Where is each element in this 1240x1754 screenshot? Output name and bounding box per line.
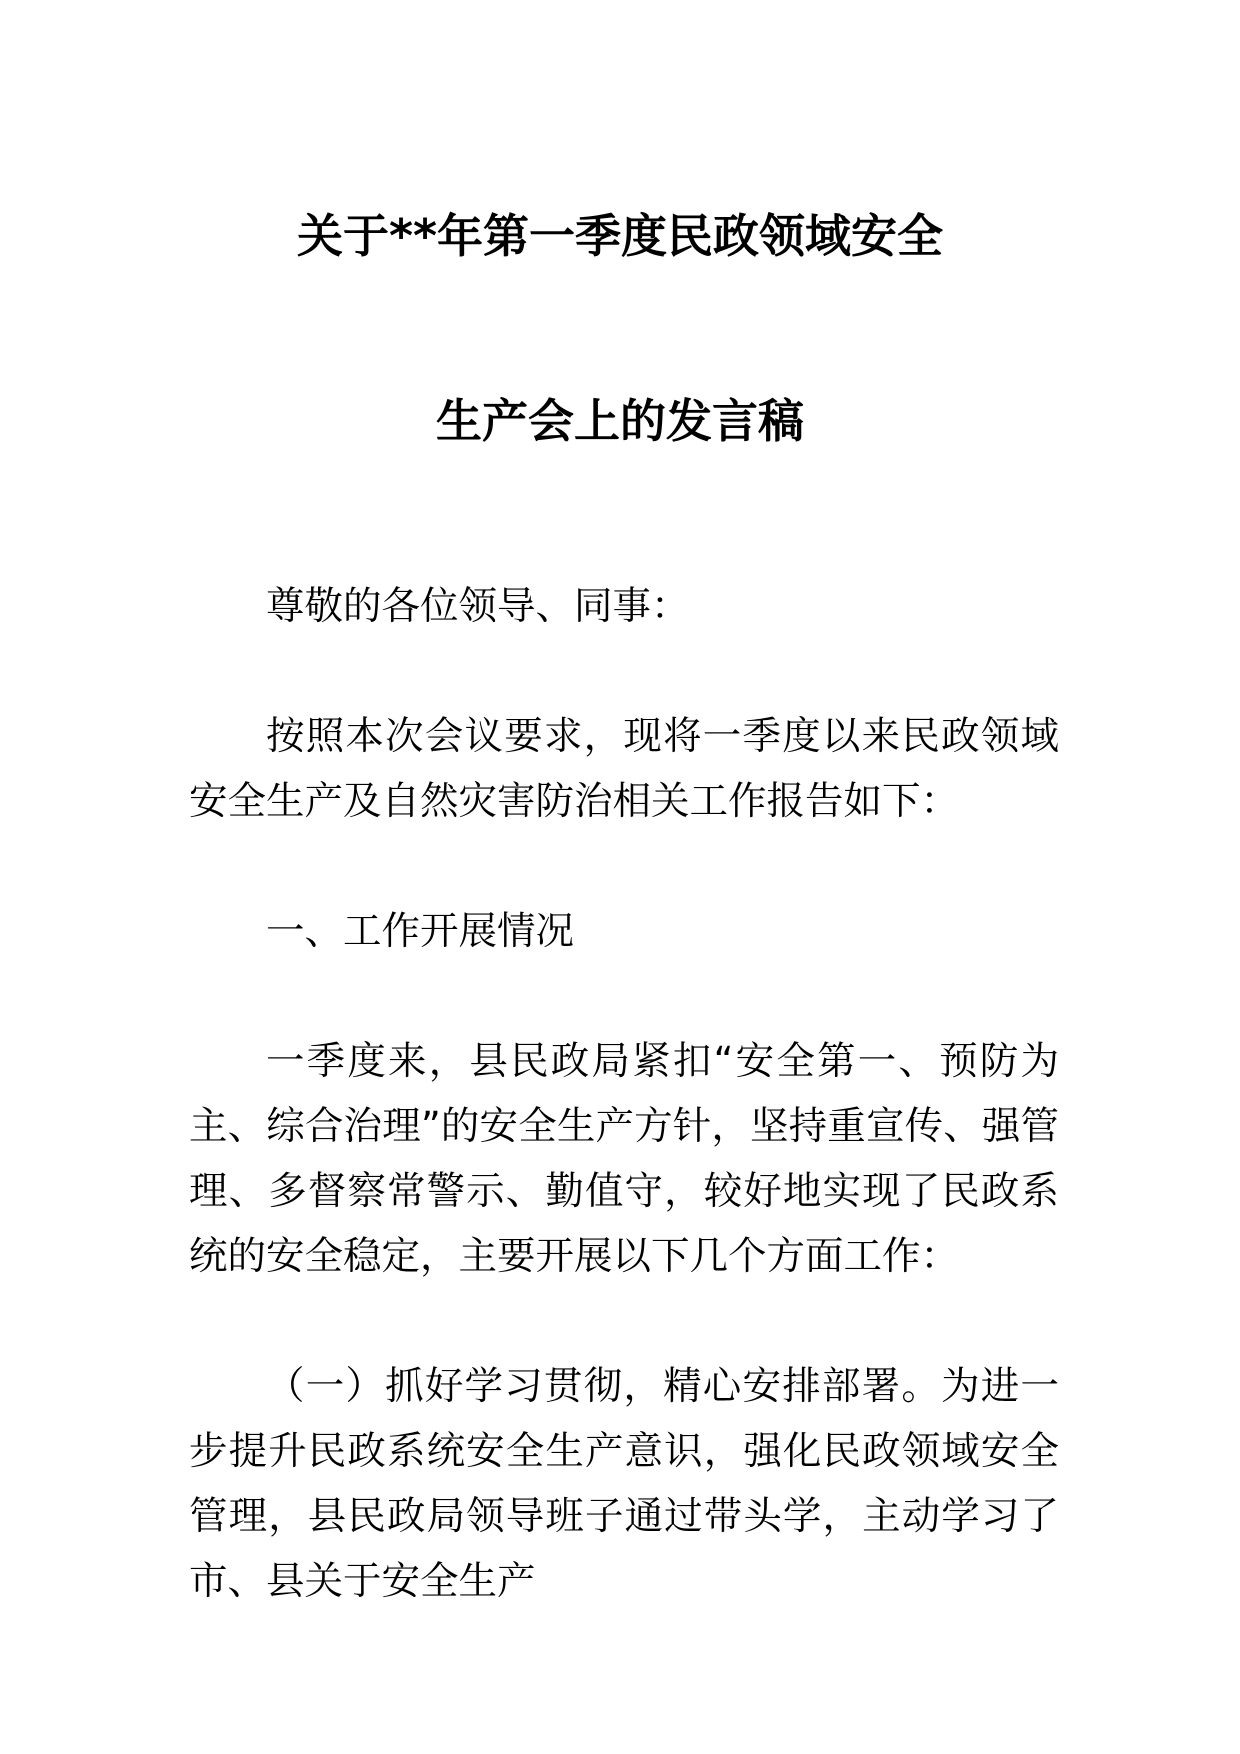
salutation: 尊敬的各位领导、同事： [266, 584, 690, 629]
intro-paragraph: 按照本次会议要求，现将一季度以来民政领域安全生产及自然灾害防治相关工作报告如下： [189, 714, 1059, 824]
section-heading: 一、工作开展情况 [266, 909, 575, 954]
body-paragraph: （一）抓好学习贯彻，精心安排部署。为进一步提升民政系统安全生产意识，强化民政领域安全管理，县民政局领导班子通过带头学，主动学习了市、县关于安全生产 [189, 1364, 1059, 1604]
document-body [189, 574, 1059, 1679]
body-paragraph: 一季度来，县民政局紧扣“安全第一、预防为主、综合治理”的安全生产方针，坚持重宣传、强管理、多督察常警示、勤值守，较好地实现了民政系统的安全稳定，主要开展以下几个方面工作： [189, 1039, 1059, 1279]
document-title-line-2: 生产会上的发言稿 [436, 394, 804, 448]
document-title-line-1: 关于**年第一季度民政领域安全 [296, 209, 944, 263]
